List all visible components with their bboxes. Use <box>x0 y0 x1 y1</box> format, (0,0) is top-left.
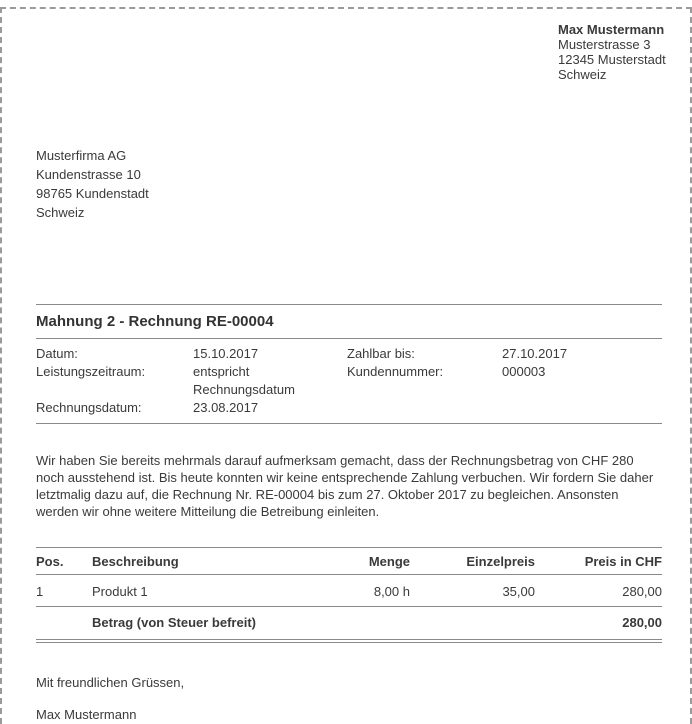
sender-city: 12345 Musterstadt <box>558 52 666 67</box>
total-value: 280,00 <box>535 607 662 642</box>
total-row <box>36 607 662 642</box>
recipient-country: Schweiz <box>36 205 85 220</box>
meta-label-zahlbar-bis: Zahlbar bis: <box>347 346 415 361</box>
meta-value-rechnungsdatum: 23.08.2017 <box>193 400 259 415</box>
total-label: Betrag (von Steuer befreit) <box>92 607 535 642</box>
meta-row <box>36 345 662 363</box>
item-quantity: 8,00 h <box>282 575 410 607</box>
recipient-name: Musterfirma AG <box>36 148 127 163</box>
meta-value-kundennummer: 000003 <box>502 364 546 379</box>
item-unit-price: 35,00 <box>410 575 535 607</box>
col-header-pos: Pos. <box>36 548 92 575</box>
sender-street: Musterstrasse 3 <box>558 37 651 52</box>
meta-value-leistungszeitraum: entspricht Rechnungsdatum <box>193 364 295 397</box>
meta-empty-cell <box>502 399 662 417</box>
items-table <box>36 547 662 643</box>
col-header-einzelpreis: Einzelpreis <box>410 548 535 575</box>
col-header-preis-chf: Preis in CHF <box>535 548 662 575</box>
meta-row <box>36 363 662 399</box>
document-body <box>36 304 662 722</box>
recipient-street: Kundenstrasse 10 <box>36 167 141 182</box>
meta-label-rechnungsdatum: Rechnungsdatum: <box>36 400 142 415</box>
item-pos: 1 <box>36 575 92 607</box>
meta-row <box>36 399 662 417</box>
meta-label-kundennummer: Kundennummer: <box>347 364 444 379</box>
meta-label-leistungszeitraum: Leistungszeitraum: <box>36 364 146 379</box>
signature-name: Max Mustermann <box>36 707 137 722</box>
col-header-menge: Menge <box>282 548 410 575</box>
recipient-address-block <box>36 146 149 222</box>
dunning-text: Wir haben Sie bereits mehrmals darauf aufmerksam gemacht, dass der Rechnungsbetrag von CHF 280 noch ausstehend ist. Bis heute konnten wir keine entsprechende Zahlung verbuchen. Wir fordern Sie daher letztmalig dazu auf, die Rechnung Nr. RE-00004 bis zum 27. Oktober 2017 zu begleichen. Ansonsten werden wir ohne weitere Mitteilung die Betreibung einleiten. <box>36 453 654 519</box>
item-total-price: 280,00 <box>535 575 662 607</box>
total-empty-cell <box>36 607 92 642</box>
meta-value-zahlbar-bis: 27.10.2017 <box>502 346 568 361</box>
meta-label-datum: Datum: <box>36 346 78 361</box>
sender-address-block <box>558 22 666 82</box>
meta-empty-cell <box>347 399 502 417</box>
document-title: Mahnung 2 - Rechnung RE-00004 <box>36 313 274 330</box>
sender-country: Schweiz <box>558 67 607 82</box>
item-description: Produkt 1 <box>92 575 282 607</box>
invoice-meta <box>36 339 662 424</box>
recipient-city: 98765 Kundenstadt <box>36 186 149 201</box>
meta-value-datum: 15.10.2017 <box>193 346 259 361</box>
closing-text: Mit freundlichen Grüssen, <box>36 675 185 690</box>
col-header-beschreibung: Beschreibung <box>92 548 282 575</box>
item-row <box>36 575 662 607</box>
title-block <box>36 304 662 339</box>
sender-name: Max Mustermann <box>558 22 665 37</box>
items-header-row <box>36 548 662 575</box>
